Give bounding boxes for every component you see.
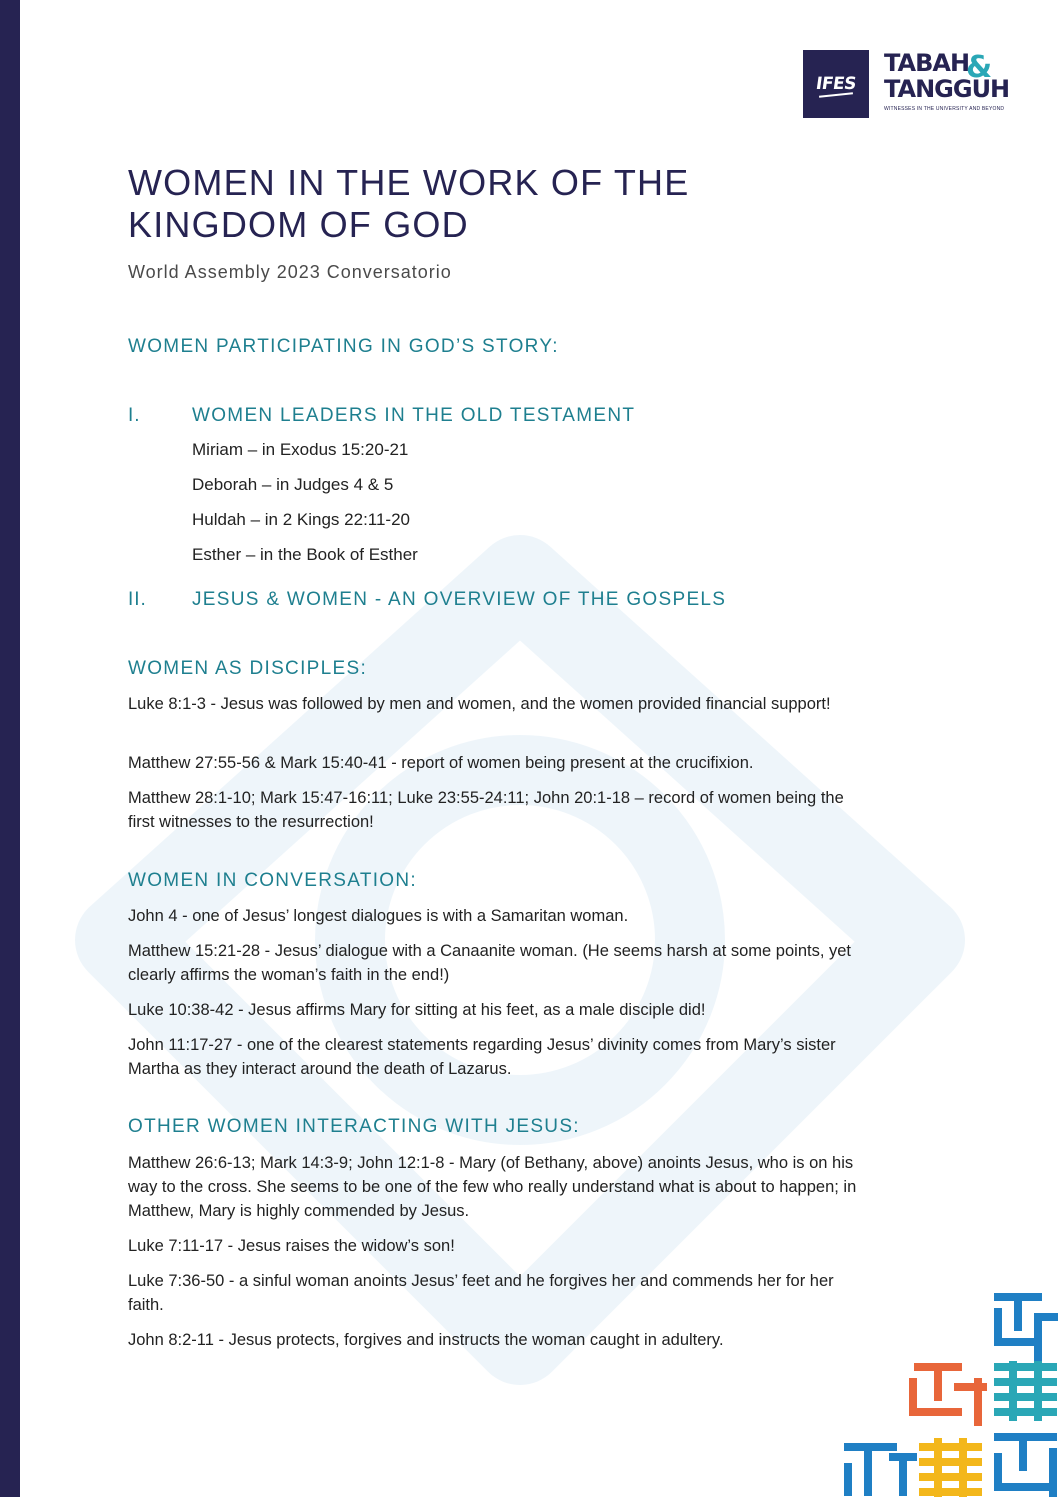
- decorative-pattern: [838, 1287, 1058, 1497]
- paragraph: Matthew 15:21-28 - Jesus’ dialogue with a Canaanite woman. (He seems harsh at some points, yet clearly affirms the woman’s faith in the end!): [128, 942, 852, 984]
- section-heading-main: WOMEN PARTICIPATING IN GOD’S STORY:: [128, 336, 559, 357]
- ampersand-icon: &: [966, 50, 993, 85]
- paragraph: Matthew 27:55-56 & Mark 15:40-41 - report of women being present at the crucifixion.: [128, 754, 754, 772]
- title-line-1: WOMEN IN THE WORK OF THE: [128, 162, 690, 203]
- paragraph: John 11:17-27 - one of the clearest statements regarding Jesus’ divinity comes from Mary’s sister Martha as they interact around the death of Lazarus.: [128, 1036, 836, 1078]
- section-1-title: WOMEN LEADERS IN THE OLD TESTAMENT: [192, 405, 636, 426]
- tabah-tangguh-logo: [884, 49, 1010, 122]
- paragraph: Luke 7:11-17 - Jesus raises the widow’s son!: [128, 1237, 455, 1255]
- paragraph: Matthew 28:1-10; Mark 15:47-16:11; Luke 23:55-24:11; John 20:1-18 – record of women being the first witnesses to the resurrection!: [128, 789, 844, 831]
- conversation-heading: WOMEN IN CONVERSATION:: [128, 870, 417, 891]
- logo-text-line1: TABAH: [884, 49, 970, 77]
- ifes-logo: IFES: [803, 50, 869, 118]
- paragraph: Matthew 26:6-13; Mark 14:3-9; John 12:1-8 - Mary (of Bethany, above) anoints Jesus, who is on his way to the cross. She seems to be one of the few who really understand what is about to happen; in Matthew, Mary is highly commended by Jesus.: [128, 1154, 857, 1220]
- page-title: [128, 162, 828, 246]
- paragraph: John 8:2-11 - Jesus protects, forgives and instructs the woman caught in adultery.: [128, 1331, 724, 1349]
- section-1-number: I.: [128, 405, 141, 426]
- section-2-number: II.: [128, 589, 147, 610]
- left-accent-bar: [0, 0, 20, 1497]
- section-2-title: JESUS & WOMEN - AN OVERVIEW OF THE GOSPELS: [192, 589, 727, 610]
- paragraph: John 4 - one of Jesus’ longest dialogues is with a Samaritan woman.: [128, 907, 629, 925]
- list-item: Miriam – in Exodus 15:20-21: [192, 440, 409, 459]
- disciples-heading: WOMEN AS DISCIPLES:: [128, 658, 368, 679]
- list-item: Huldah – in 2 Kings 22:11-20: [192, 510, 411, 529]
- paragraph: Luke 7:36-50 - a sinful woman anoints Jesus’ feet and he forgives her and commends her for her faith.: [128, 1272, 834, 1314]
- list-item: Esther – in the Book of Esther: [192, 545, 418, 564]
- logo-text-line2: TANGGUH: [884, 75, 1010, 103]
- paragraph: Luke 10:38-42 - Jesus affirms Mary for sitting at his feet, as a male disciple did!: [128, 1001, 706, 1019]
- subtitle: World Assembly 2023 Conversatorio: [128, 262, 452, 282]
- paragraph: Luke 8:1-3 - Jesus was followed by men and women, and the women provided financial support!: [128, 695, 831, 713]
- other-heading: OTHER WOMEN INTERACTING WITH JESUS:: [128, 1116, 580, 1137]
- list-item: Deborah – in Judges 4 & 5: [192, 475, 394, 494]
- logo-tagline: WITNESSES IN THE UNIVERSITY AND BEYOND: [884, 106, 1005, 112]
- title-line-2: KINGDOM OF GOD: [128, 204, 469, 245]
